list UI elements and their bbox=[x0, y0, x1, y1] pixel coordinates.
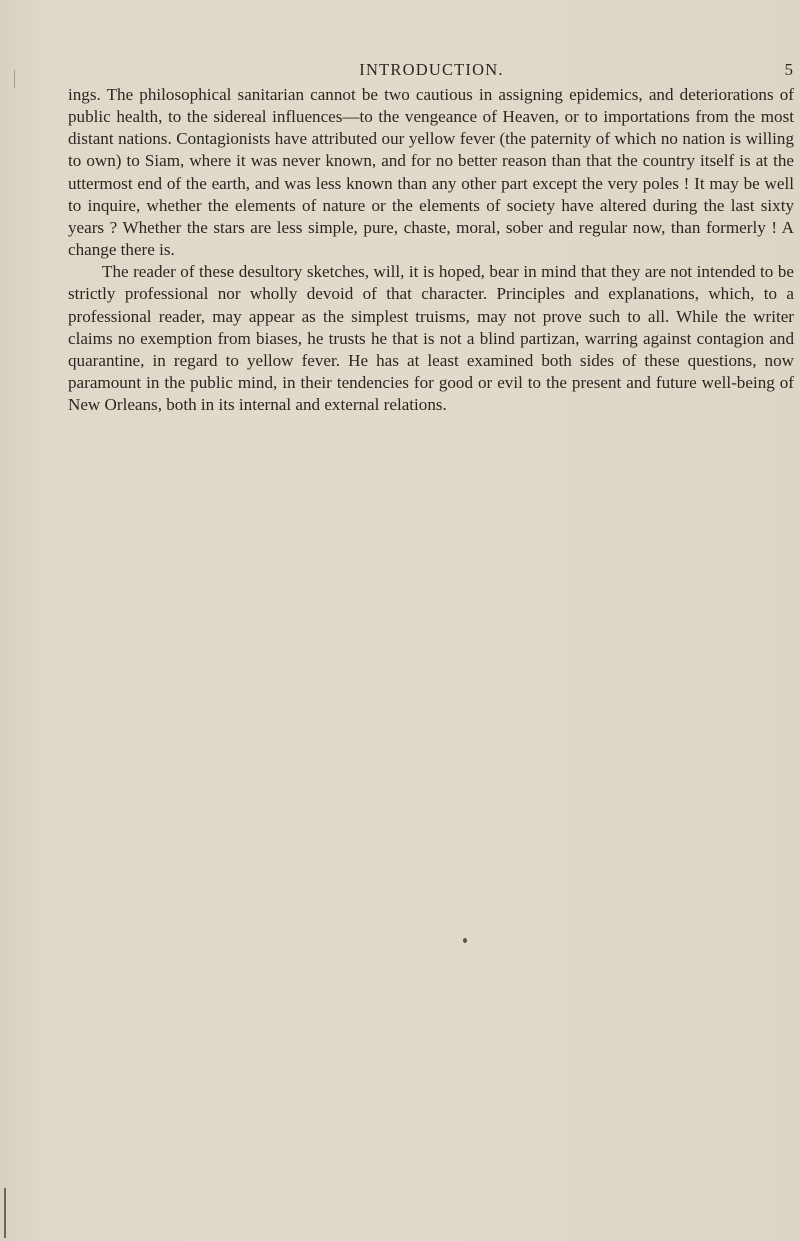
paragraph-1: ings. The philosophical sanitarian cannot be two cautious in assigning epidemics, and deteriorations of public health, to the sidereal influences—to the vengeance of Heaven, or to importations from the most distant nations. Contagionists have attributed our yellow fever (the paternity of which no nation is willing to own) to Siam, where it was never known, and for no better reason than that the country itself is at the uttermost end of the earth, and was less known than any other part except the very poles ! It may be well to inquire, whether the elements of nature or the elements of society have altered during the last sixty years ? Whether the stars are less simple, pure, chaste, moral, sober and regular now, than formerly ! A change there is. bbox=[68, 85, 794, 260]
scan-edge-mark bbox=[4, 1188, 6, 1238]
page-number: 5 bbox=[784, 60, 793, 79]
paragraph-2: The reader of these desultory sketches, will, it is hoped, bear in mind that they are not intended to be strictly professional nor wholly devoid of that character. Principles and explanations, which, to a professional reader, may appear as the simplest truisms, may not prove such to all. While the writer claims no exemption from biases, he trusts he that is not a blind partizan, warring against contagion and quarantine, in regard to yellow fever. He has at least examined both sides of these questions, now paramount in the public mind, in their tendencies for good or evil to the present and future well-being of New Orleans, both in its internal and external relations. bbox=[68, 262, 794, 415]
scan-speck bbox=[463, 938, 467, 943]
body-text bbox=[68, 84, 794, 416]
running-head bbox=[68, 60, 795, 82]
scan-edge-mark bbox=[14, 70, 15, 88]
page-header-title: INTRODUCTION. bbox=[359, 60, 504, 79]
